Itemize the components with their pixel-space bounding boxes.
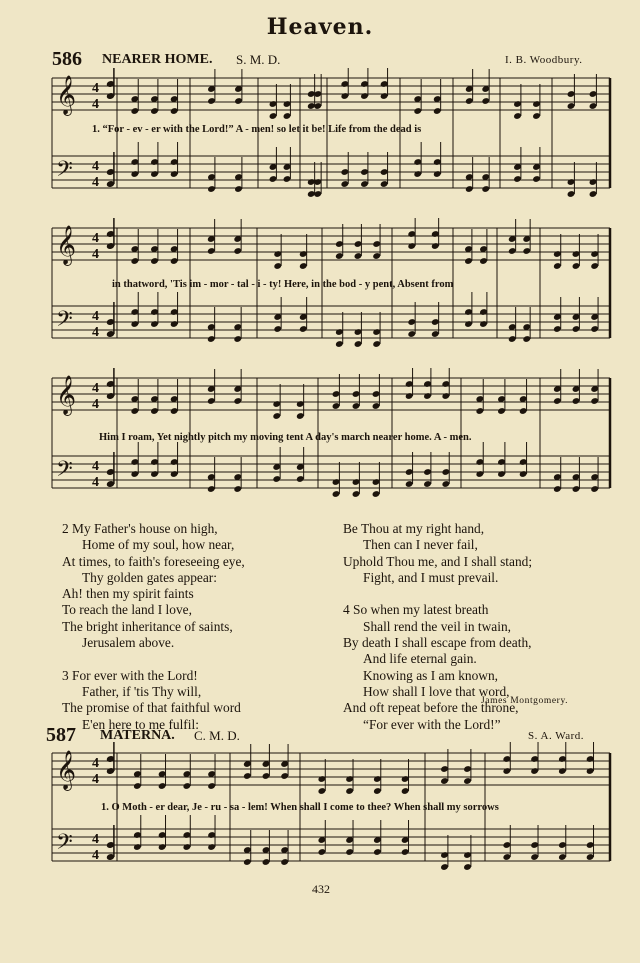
verse-line: Ah! then my spirit faints <box>62 586 194 602</box>
hymn-tune-name: MATERNA. <box>100 728 175 743</box>
svg-text:𝄢: 𝄢 <box>56 307 73 337</box>
music-system <box>0 68 640 208</box>
svg-text:4: 4 <box>92 175 99 190</box>
hymn-composer: I. B. Woodbury. <box>505 54 583 66</box>
lyric-line: Him I roam, Yet nightly pitch my moving tent A day's march nearer home. A - men. <box>99 432 472 443</box>
verse-line: And life eternal gain. <box>363 651 477 667</box>
svg-text:4: 4 <box>92 756 99 771</box>
verse-line: By death I shall escape from death, <box>343 635 532 651</box>
verse-line: Shall rend the veil in twain, <box>363 618 512 634</box>
hymn-composer: S. A. Ward. <box>528 730 585 742</box>
hymn-tune-name: NEARER HOME. <box>102 52 213 67</box>
hymn-number: 586 <box>52 48 82 70</box>
svg-text:𝄢: 𝄢 <box>56 157 73 187</box>
svg-text:𝄞: 𝄞 <box>56 75 77 115</box>
svg-text:𝄞: 𝄞 <box>56 750 77 790</box>
verse-line: “For ever with the Lord!” <box>363 716 501 732</box>
verse-line: To reach the land I love, <box>62 602 192 618</box>
verse-line <box>343 586 532 602</box>
lyric-line: 1. O Moth - er dear, Je - ru - sa - lem! When shall I come to thee? When shall my sorrows <box>101 802 499 813</box>
verse-line: How shall I love that word, <box>363 683 510 699</box>
verse-line: E'en here to me fulfil: <box>82 716 199 732</box>
svg-text:4: 4 <box>92 231 99 246</box>
svg-text:4: 4 <box>92 97 99 112</box>
svg-text:𝄞: 𝄞 <box>56 375 77 415</box>
verse-line: 4 So when my latest breath <box>343 602 489 618</box>
verse-line: The promise of that faithful word <box>62 700 241 716</box>
hymn-meter: S. M. D. <box>236 52 281 67</box>
svg-text:4: 4 <box>92 159 99 174</box>
svg-text:4: 4 <box>92 397 99 412</box>
verse-line: 3 For ever with the Lord! <box>62 667 198 683</box>
svg-text:4: 4 <box>92 459 99 474</box>
verse-line: Home of my soul, how near, <box>82 537 235 553</box>
hymn-number: 587 <box>46 724 76 746</box>
svg-text:4: 4 <box>92 832 99 847</box>
verse-line: Uphold Thou me, and I shall stand; <box>343 553 533 569</box>
verse-line: Knowing as I am known, <box>363 667 499 683</box>
hymn-meter: C. M. D. <box>194 728 240 743</box>
verse-line: Be Thou at my right hand, <box>343 521 485 536</box>
verse-line: Then can I never fail, <box>363 537 478 553</box>
lyric-line: 1. “For - ev - er with the Lord!” A - men! so let it be! Life from the dead is <box>92 124 422 135</box>
verse-line: 2 My Father's house on high, <box>62 521 218 536</box>
lyric-line: in thatword, 'Tis im - mor - tal - i - ty! Here, in the bod - y pent, Absent from <box>112 279 454 290</box>
verse-author: James Montgomery. <box>481 696 569 706</box>
svg-text:4: 4 <box>92 381 99 396</box>
page-number: 432 <box>312 882 330 896</box>
verse-line: And oft repeat before the throne, <box>343 700 519 716</box>
svg-text:4: 4 <box>92 247 99 262</box>
verse-line: At times, to faith's foreseeing eye, <box>62 553 245 569</box>
svg-text:𝄞: 𝄞 <box>56 225 77 265</box>
verse-line <box>62 651 245 667</box>
verse-line: Fight, and I must prevail. <box>363 569 499 585</box>
svg-text:4: 4 <box>92 81 99 96</box>
verses-left-column <box>62 521 245 733</box>
svg-text:𝄢: 𝄢 <box>56 830 73 860</box>
svg-text:4: 4 <box>92 475 99 490</box>
svg-text:4: 4 <box>92 309 99 324</box>
verse-line: Thy golden gates appear: <box>82 569 217 585</box>
section-title: Heaven. <box>266 14 374 40</box>
svg-text:4: 4 <box>92 325 99 340</box>
verse-line: Jerusalem above. <box>82 635 175 651</box>
verse-line: The bright inheritance of saints, <box>62 618 233 634</box>
verse-line: Father, if 'tis Thy will, <box>82 683 202 699</box>
svg-text:4: 4 <box>92 772 99 787</box>
svg-text:𝄢: 𝄢 <box>56 457 73 487</box>
svg-text:4: 4 <box>92 848 99 863</box>
